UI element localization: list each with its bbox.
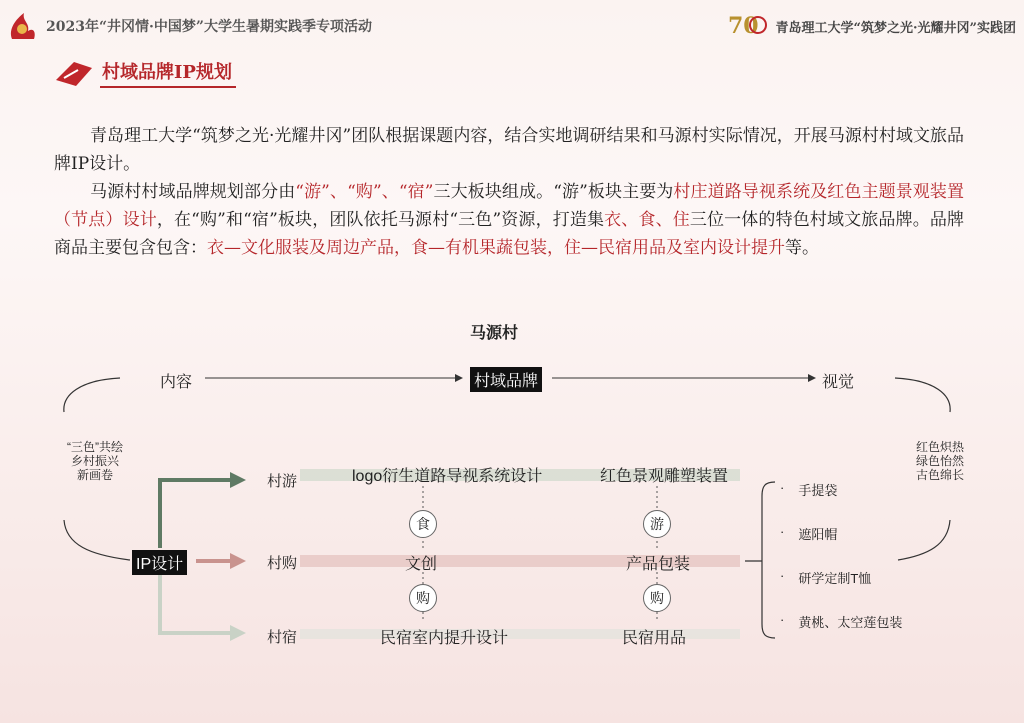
header-right-title: 青岛理工大学“筑梦之光·光耀井冈”实践团 [775, 20, 1016, 36]
p2-a: 马源村村域品牌规划部分由 [90, 182, 296, 202]
p2-h: 衣—文化服装及周边产品，食—有机果蔬包装，住—民宿用品及室内设计提升 [207, 238, 785, 258]
bullet-1: 手提袋 [798, 483, 838, 498]
row-su-a: 民宿室内提升设计 [380, 630, 509, 647]
row-gou-a: 文创 [405, 556, 438, 573]
left-note-line-1: “三色”共绘 [67, 440, 123, 454]
row-you-label: 村游 [267, 473, 298, 490]
section-title: 村域品牌IP规划 [100, 58, 236, 88]
product-list [780, 480, 902, 656]
row-gou-label: 村购 [267, 555, 298, 572]
list-item: · 手提袋 [780, 480, 838, 498]
p2-f: 衣、食、住 [604, 210, 690, 230]
row-su-b: 民宿用品 [622, 630, 687, 647]
right-note-line-1: 红色炽热 [915, 440, 964, 454]
top-center-label: 村域品牌 [470, 367, 542, 392]
list-item: · 研学定制T恤 [780, 568, 872, 586]
ip-design-label: IP设计 [132, 550, 187, 575]
row-you-b: 红色景观雕塑装置 [600, 468, 729, 485]
header-left-title: 2023年“井冈情·中国梦”大学生暑期实践季专项活动 [46, 19, 372, 35]
left-note-line-2: 乡村振兴 [70, 454, 119, 468]
bullet-2: 遮阳帽 [798, 527, 838, 542]
right-note-line-3: 古色绵长 [915, 468, 964, 482]
right-note [904, 440, 976, 482]
circle-you: 游 [643, 510, 671, 538]
circle-shi: 食 [409, 510, 437, 538]
p2-b: “游”、“购”、“宿” [295, 182, 434, 202]
row-su-label: 村宿 [267, 629, 298, 646]
row-you-a: logo衍生道路导视系统设计 [352, 468, 543, 485]
list-item: · 黄桃、太空莲包装 [780, 612, 903, 630]
top-left-label: 内容 [160, 374, 193, 391]
bullet-3: 研学定制T恤 [798, 571, 872, 586]
p2-g: 三位一体的特色村域文旅品牌。品牌商品主要包含包含： [54, 210, 964, 258]
p2-d: 村庄道路导视系统及红色主题景观装置（节点）设计 [54, 182, 964, 230]
top-right-label: 视觉 [822, 374, 855, 391]
p2-i: 等。 [785, 238, 819, 258]
p2-c: 三大板块组成。“游”板块主要为 [433, 182, 674, 202]
p2-e: ，在“购”和“宿”板块，团队依托马源村“三色”资源，打造集 [156, 210, 605, 230]
svg-text:70: 70 [727, 13, 759, 39]
list-item: · 遮阳帽 [780, 524, 838, 542]
circle-gou-1: 购 [409, 584, 437, 612]
paragraph-1: 青岛理工大学“筑梦之光·光耀井冈”团队根据课题内容，结合实地调研结果和马源村实际情况，开展马源村村域文旅品牌IP设计。 [54, 126, 964, 174]
bullet-4: 黄桃、太空莲包装 [798, 615, 903, 630]
right-note-line-2: 绿色怡然 [915, 454, 964, 468]
diagram-title: 马源村 [470, 325, 519, 342]
left-note [52, 440, 138, 482]
circle-gou-2: 购 [643, 584, 671, 612]
row-gou-b: 产品包装 [626, 556, 691, 573]
left-note-line-3: 新画卷 [76, 468, 113, 482]
